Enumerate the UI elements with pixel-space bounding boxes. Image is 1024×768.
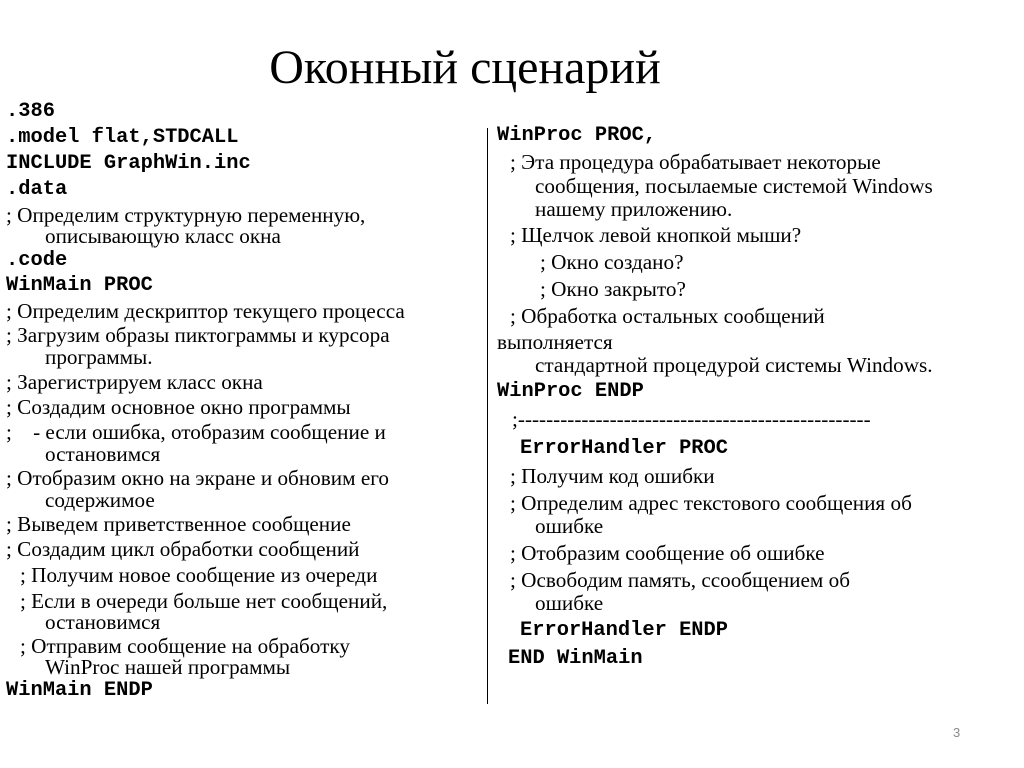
- code-line: .code: [6, 249, 68, 272]
- code-line: WinProc ENDP: [497, 380, 644, 403]
- comment-line: ; Эта процедура обрабатывает некоторые: [510, 150, 881, 174]
- comment-line: ; Выведем приветственное сообщение: [6, 512, 351, 536]
- code-line: WinMain ENDP: [6, 679, 153, 702]
- comment-line: ; Если в очереди больше нет сообщений,: [20, 589, 388, 613]
- comment-line: содержимое: [45, 488, 155, 512]
- comment-line: ошибке: [535, 591, 604, 615]
- comment-line: ; Отправим сообщение на обработку: [20, 634, 350, 658]
- comment-line: программы.: [45, 345, 153, 369]
- code-line: END WinMain: [508, 647, 643, 670]
- comment-line: остановимся: [45, 610, 161, 634]
- comment-line: стандартной процедурой системы Windows.: [535, 353, 933, 377]
- comment-line: ; Определим дескриптор текущего процесса: [6, 299, 405, 323]
- slide-number: 3: [953, 725, 961, 740]
- comment-line: ; Окно создано?: [540, 250, 684, 274]
- code-line: .data: [6, 178, 68, 201]
- comment-line: ; Освободим память, ссообщением об: [510, 568, 850, 592]
- comment-line: ; Окно закрыто?: [540, 277, 686, 301]
- separator-line: ;--------------------------------------------------: [512, 407, 871, 431]
- comment-line: ; Загрузим образы пиктограммы и курсора: [6, 323, 390, 347]
- comment-line: ; Получим новое сообщение из очереди: [20, 563, 378, 587]
- comment-line: ; Зарегистрируем класс окна: [6, 370, 263, 394]
- comment-line: ошибке: [535, 514, 604, 538]
- comment-line: ; - если ошибка, отобразим сообщение и: [6, 420, 386, 444]
- comment-line: выполняется: [497, 330, 613, 354]
- code-line: .model flat,STDCALL: [6, 126, 239, 149]
- code-line: ErrorHandler ENDP: [520, 619, 729, 642]
- comment-line: ; Получим код ошибки: [510, 464, 715, 488]
- comment-line: нашему приложению.: [535, 197, 733, 221]
- comment-line: WinProc нашей программы: [45, 655, 291, 679]
- code-line: INCLUDE GraphWin.inc: [6, 152, 251, 175]
- comment-line: ; Создадим цикл обработки сообщений: [6, 537, 360, 561]
- code-line: ErrorHandler PROC: [520, 437, 729, 460]
- comment-line: ; Определим адрес текстового сообщения об: [510, 491, 912, 515]
- comment-line: описывающую класс окна: [45, 224, 281, 248]
- code-line: .386: [6, 100, 55, 123]
- slide-title: Оконный сценарий: [269, 41, 661, 94]
- comment-line: ; Отобразим окно на экране и обновим его: [6, 466, 389, 490]
- code-line: WinProc PROC,: [497, 124, 657, 147]
- comment-line: ; Обработка остальных сообщений: [510, 304, 825, 328]
- column-divider: [487, 128, 488, 704]
- comment-line: сообщения, посылаемые системой Windows: [535, 174, 933, 198]
- comment-line: ; Щелчок левой кнопкой мыши?: [510, 223, 802, 247]
- code-line: WinMain PROC: [6, 274, 153, 297]
- comment-line: ; Отобразим сообщение об ошибке: [510, 541, 825, 565]
- comment-line: ; Создадим основное окно программы: [6, 395, 351, 419]
- comment-line: ; Определим структурную переменную,: [6, 203, 366, 227]
- comment-line: остановимся: [45, 442, 161, 466]
